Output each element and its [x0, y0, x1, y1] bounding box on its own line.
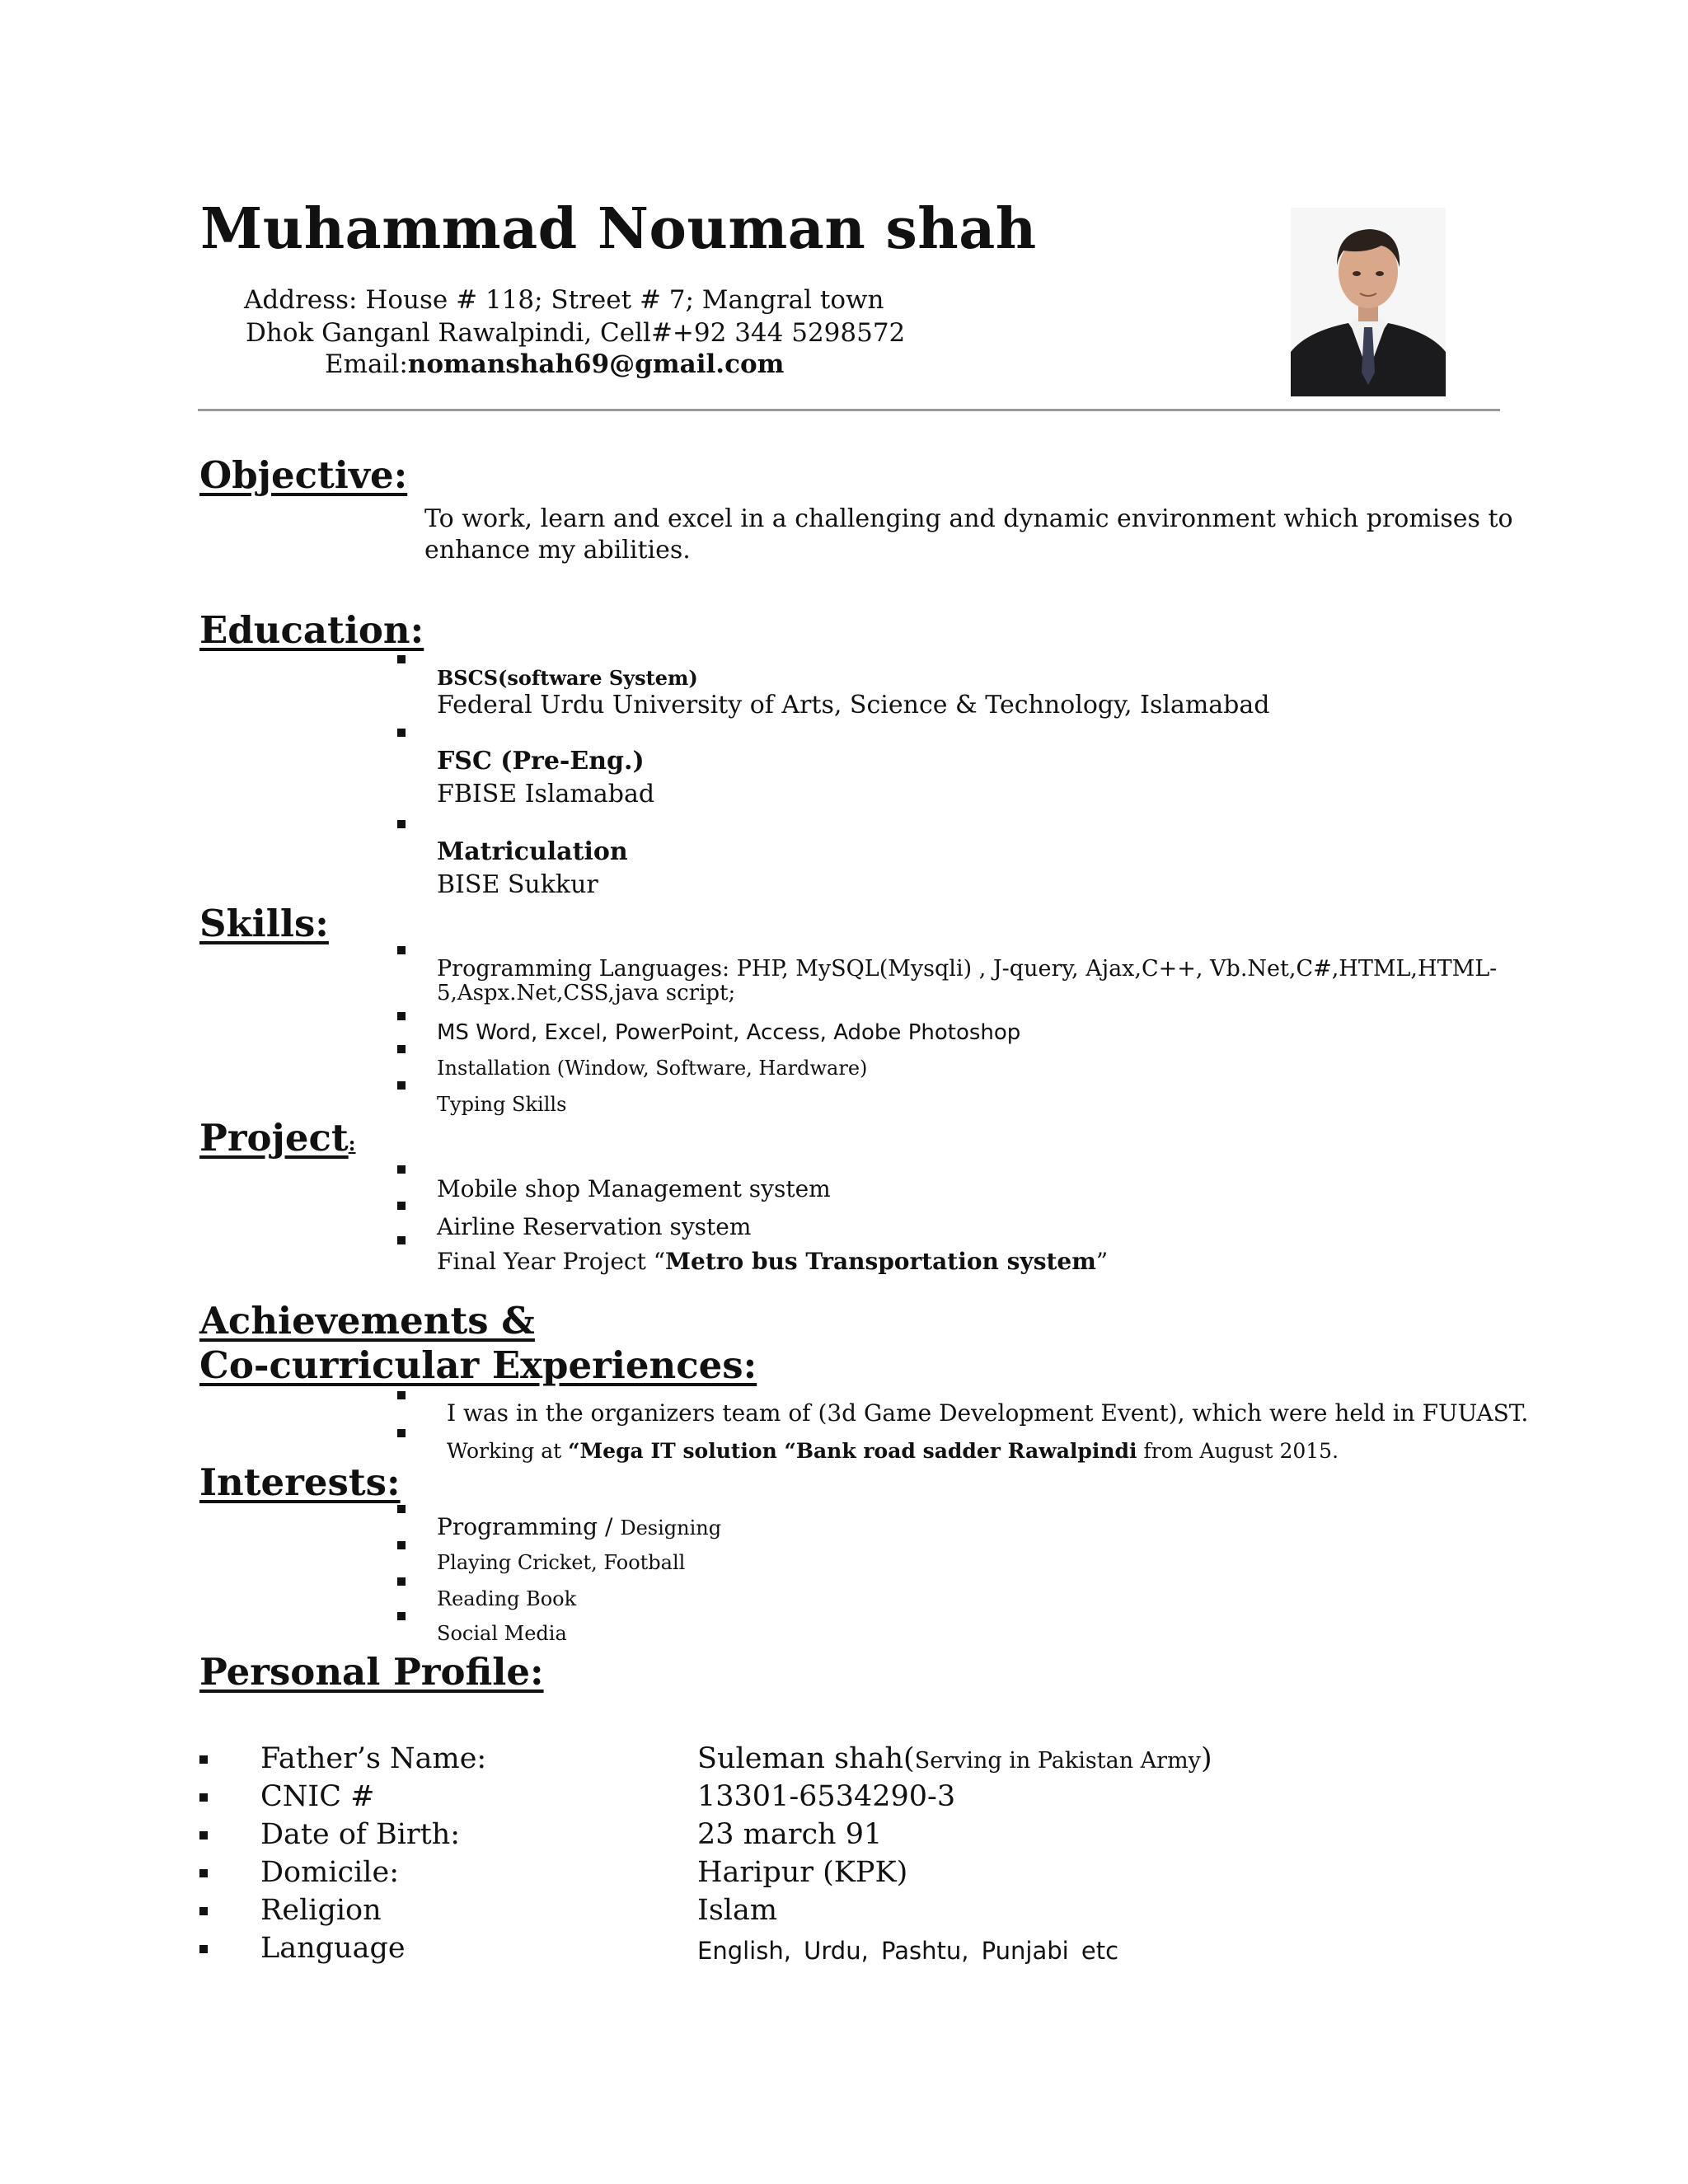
bullet-icon [397, 655, 406, 663]
email-label: Email: [325, 349, 408, 379]
final-project-suffix: ” [1095, 1248, 1109, 1275]
profile-value-father [697, 1742, 1212, 1775]
bullet-icon [397, 1165, 406, 1174]
final-project-title: Metro bus Transportation system [665, 1248, 1096, 1275]
bullet-icon [199, 1869, 208, 1877]
achievements-heading-line-1: Achievements & [199, 1299, 535, 1343]
email-link[interactable]: nomanshah69@gmail.com [407, 349, 785, 379]
father-name: Suleman shah( [697, 1742, 915, 1775]
bullet-icon [397, 729, 406, 737]
interest-1-main: Programming / [437, 1513, 621, 1540]
objective-line-2: enhance my abilities. [424, 536, 691, 565]
interests-heading: Interests: [199, 1460, 401, 1504]
profile-label-cnic: CNIC # [260, 1780, 375, 1813]
final-project-prefix: Final Year Project “ [437, 1248, 666, 1275]
bullet-icon [397, 1236, 406, 1244]
skill-programming-line-2: 5,Aspx.Net,CSS,java script; [437, 981, 736, 1005]
bullet-icon [397, 1429, 406, 1437]
profile-label-language: Language [260, 1932, 406, 1965]
bullet-icon [397, 820, 406, 828]
address-line-1: Address: House # 118; Street # 7; Mangral town [244, 285, 884, 315]
bullet-icon [397, 1541, 406, 1549]
profile-value-domicile: Haripur (KPK) [697, 1856, 908, 1889]
interest-item-2: Playing Cricket, Football [437, 1551, 686, 1574]
personal-heading: Personal Profile: [199, 1650, 544, 1694]
bullet-icon [397, 1045, 406, 1053]
skill-programming-line-1: Programming Languages: PHP, MySQL(Mysqli) , J-query, Ajax,C++, Vb.Net,C#,HTML,HTML- [437, 956, 1498, 982]
skill-installation: Installation (Window, Software, Hardware) [437, 1057, 868, 1080]
bullet-icon [397, 1577, 406, 1586]
education-institution-3: BISE Sukkur [437, 870, 598, 899]
skills-heading: Skills: [199, 902, 329, 945]
bullet-icon [199, 1945, 208, 1953]
project-item-final [437, 1248, 1108, 1275]
header-divider [198, 409, 1500, 411]
achievements-heading-line-2: Co-curricular Experiences: [199, 1343, 757, 1387]
profile-photo [1291, 208, 1446, 396]
interest-1-small: Designing [620, 1516, 722, 1540]
bullet-icon [397, 946, 406, 954]
achievement-item-1: I was in the organizers team of (3d Game Development Event), which were held in FUUAST. [447, 1399, 1529, 1427]
bullet-icon [199, 1831, 208, 1840]
profile-value-dob: 23 march 91 [697, 1818, 883, 1851]
bullet-icon [397, 1391, 406, 1399]
skill-typing: Typing Skills [437, 1093, 567, 1116]
bullet-icon [397, 1081, 406, 1090]
achievement-item-2 [447, 1439, 1339, 1463]
profile-value-language: English, Urdu, Pashtu, Punjabi etc [697, 1937, 1119, 1965]
project-item-2: Airline Reservation system [437, 1213, 752, 1240]
education-institution-1: Federal Urdu University of Arts, Science & Technology, Islamabad [437, 691, 1270, 719]
father-close: ) [1200, 1742, 1212, 1775]
skill-office: MS Word, Excel, PowerPoint, Access, Adobe Photoshop [437, 1020, 1021, 1045]
interest-item-4: Social Media [437, 1622, 567, 1645]
portrait-image [1291, 208, 1446, 396]
profile-label-dob: Date of Birth: [260, 1818, 461, 1851]
project-heading-colon: : [348, 1132, 356, 1155]
profile-label-domicile: Domicile: [260, 1856, 400, 1889]
education-degree-1: BSCS(software System) [437, 666, 698, 690]
bullet-icon [397, 1505, 406, 1513]
achievement-2-suffix: from August 2015. [1137, 1439, 1339, 1463]
education-degree-3: Matriculation [437, 837, 628, 866]
bullet-icon [397, 1202, 406, 1210]
project-heading [199, 1116, 356, 1160]
objective-heading: Objective: [199, 453, 408, 497]
candidate-name: Muhammad Nouman shah [200, 196, 1037, 262]
profile-label-religion: Religion [260, 1894, 382, 1927]
interest-item-3: Reading Book [437, 1587, 577, 1610]
profile-value-religion: Islam [697, 1894, 778, 1927]
bullet-icon [199, 1793, 208, 1802]
interest-item-1 [437, 1513, 721, 1540]
objective-line-1: To work, learn and excel in a challenging and dynamic environment which promises to [424, 504, 1513, 533]
education-degree-2: FSC (Pre-Eng.) [437, 747, 645, 776]
education-institution-2: FBISE Islamabad [437, 780, 655, 808]
achievement-2-prefix: Working at [447, 1439, 569, 1463]
profile-label-father: Father’s Name: [260, 1742, 487, 1775]
profile-value-cnic: 13301-6534290-3 [697, 1780, 956, 1813]
address-line-2: Dhok Ganganl Rawalpindi, Cell#+92 344 5298572 [246, 318, 906, 348]
email-line [325, 349, 784, 379]
bullet-icon [199, 1755, 208, 1764]
father-note: Serving in Pakistan Army [914, 1748, 1201, 1774]
education-heading: Education: [199, 608, 424, 652]
bullet-icon [397, 1012, 406, 1020]
project-item-1: Mobile shop Management system [437, 1175, 831, 1202]
bullet-icon [397, 1612, 406, 1620]
bullet-icon [199, 1907, 208, 1915]
project-heading-text: Project [199, 1116, 349, 1160]
achievement-2-company: “Mega IT solution “Bank road sadder Rawalpindi [568, 1439, 1137, 1463]
